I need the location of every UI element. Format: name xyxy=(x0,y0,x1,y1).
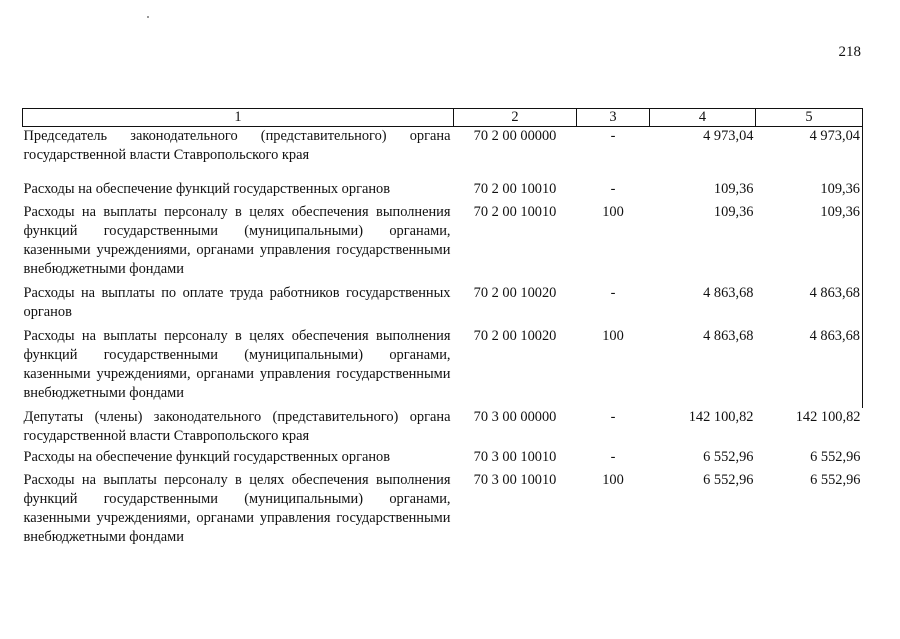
table-row xyxy=(23,284,863,327)
row-sum-col4: 4 973,04 xyxy=(703,128,754,144)
row-sum-col4: 4 863,68 xyxy=(703,328,754,344)
table-row xyxy=(23,408,863,448)
column-header-5: 5 xyxy=(756,109,863,127)
row-sum-col4: 4 863,68 xyxy=(703,285,754,301)
row-sum-col4: 109,36 xyxy=(713,181,754,197)
row-sum-col5: 6 552,96 xyxy=(810,472,861,488)
row-name: Расходы на обеспечение функций государственных органов xyxy=(23,449,391,465)
row-name: Председатель законодательного (представительного) органа государственной власти Ставропольского края xyxy=(23,128,451,163)
row-expense-type: 100 xyxy=(602,328,624,344)
row-sum-col5: 109,36 xyxy=(756,180,863,203)
table-row xyxy=(23,180,863,203)
row-name: Расходы на обеспечение функций государственных органов xyxy=(23,181,391,197)
row-expense-type: - xyxy=(610,449,616,465)
row-sum-col5: 4 863,68 xyxy=(756,284,863,327)
row-code: 70 2 00 10020 xyxy=(473,328,557,344)
row-expense-type: - xyxy=(610,409,616,425)
row-sum-col4: 142 100,82 xyxy=(688,409,754,425)
row-name: Расходы на выплаты персоналу в целях обеспечения выполнения функций государственными (муниципальными) органами, казенными учреждениями, органами управления государственными внебюджетными фондами xyxy=(23,204,451,277)
row-name: Депутаты (члены) законодательного (представительного) органа государственной власти Ставропольского края xyxy=(23,409,451,444)
row-code: 70 3 00 10010 xyxy=(473,472,557,488)
row-code: 70 2 00 10020 xyxy=(473,285,557,301)
column-header-4: 4 xyxy=(650,109,756,127)
table-row xyxy=(23,471,863,547)
table-row xyxy=(23,327,863,408)
row-expense-type: - xyxy=(610,181,616,197)
table-row xyxy=(23,127,863,181)
row-sum-col5: 6 552,96 xyxy=(810,449,861,465)
row-code: 70 3 00 00000 xyxy=(473,409,557,425)
row-sum-col5: 142 100,82 xyxy=(795,409,861,425)
row-code: 70 2 00 10010 xyxy=(473,204,557,220)
scan-speck xyxy=(147,16,149,18)
row-name: Расходы на выплаты персоналу в целях обеспечения выполнения функций государственными (муниципальными) органами, казенными учреждениями, органами управления государственными внебюджетными фондами xyxy=(23,328,451,401)
row-sum-col4: 6 552,96 xyxy=(703,449,754,465)
row-expense-type: 100 xyxy=(602,204,624,220)
row-sum-col5: 4 973,04 xyxy=(756,127,863,181)
row-expense-type: - xyxy=(610,285,616,301)
row-sum-col4: 6 552,96 xyxy=(703,472,754,488)
row-name: Расходы на выплаты персоналу в целях обеспечения выполнения функций государственными (муниципальными) органами, казенными учреждениями, органами управления государственными внебюджетными фондами xyxy=(23,472,451,545)
budget-table xyxy=(22,108,863,547)
table-row xyxy=(23,203,863,284)
row-name: Расходы на выплаты по оплате труда работников государственных органов xyxy=(23,285,451,320)
column-header-2: 2 xyxy=(454,109,577,127)
row-code: 70 2 00 00000 xyxy=(473,128,557,144)
table-header-row xyxy=(23,109,863,127)
row-code: 70 3 00 10010 xyxy=(473,449,557,465)
page-number: 218 xyxy=(838,44,861,60)
row-expense-type: 100 xyxy=(602,472,624,488)
column-header-3: 3 xyxy=(577,109,650,127)
table-row xyxy=(23,448,863,471)
row-sum-col4: 109,36 xyxy=(713,204,754,220)
row-expense-type: - xyxy=(610,128,616,144)
row-sum-col5: 109,36 xyxy=(756,203,863,284)
column-header-1: 1 xyxy=(23,109,454,127)
row-code: 70 2 00 10010 xyxy=(473,181,557,197)
row-sum-col5: 4 863,68 xyxy=(756,327,863,408)
